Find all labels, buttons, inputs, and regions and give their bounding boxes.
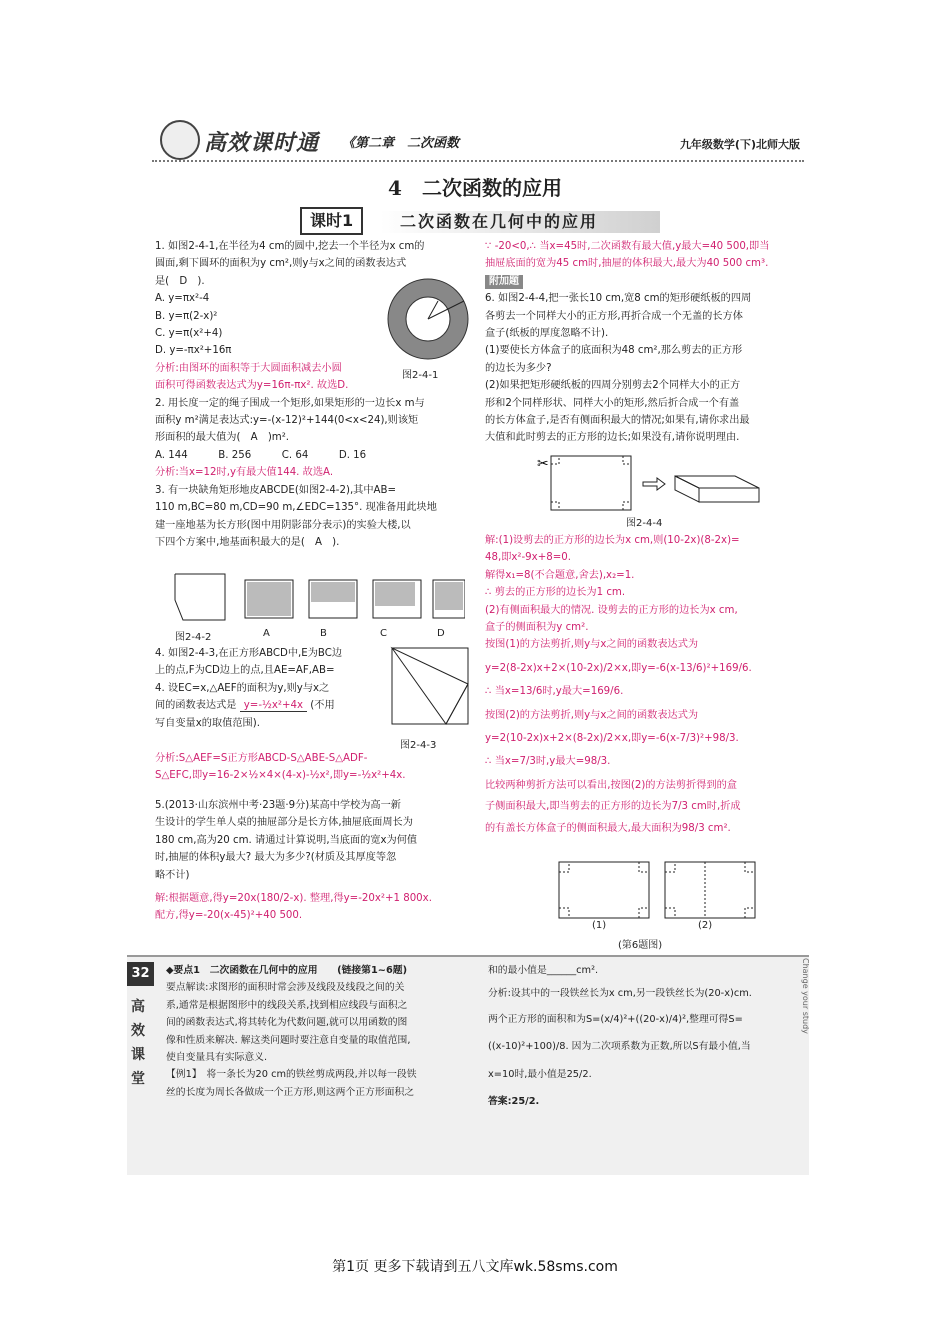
figure-caption: 图2-4-4 bbox=[626, 518, 663, 529]
analysis-line: 面积可得函数表达式为y=16π-πx². 故选D. bbox=[155, 380, 349, 392]
text-line: 6. 如图2-4-4,把一张长10 cm,宽8 cm的矩形硬纸板的四周 bbox=[485, 293, 752, 305]
vertical-slogan: Change your study bbox=[801, 958, 810, 1034]
extra-tag: 附加题 bbox=[485, 275, 523, 289]
question-4-analysis bbox=[155, 750, 475, 785]
analysis-line: 分析:由图环的面积等于大圆面积减去小圆 bbox=[155, 362, 342, 374]
figure-2-4-1 bbox=[378, 275, 478, 365]
analysis-line: S△EFC,即y=16-2×½×4×(4-x)-½x²,即y=-½x²+4x. bbox=[155, 770, 406, 782]
solution-line: 解:根据题意,得y=20x(180/2-x). 整理,得y=-20x²+1 800x. bbox=[155, 893, 432, 905]
footer-text: 第1页 更多下载请到五八文库wk.58sms.com bbox=[332, 1259, 618, 1275]
figure-caption: 图2-4-3 bbox=[400, 740, 437, 751]
text-line: 上的点,F为CD边上的点,且AE=AF,AB= bbox=[155, 665, 335, 677]
grade-label: 九年级数学(下)北师大版 bbox=[679, 138, 800, 151]
text-line: (1)要使长方体盒子的底面积为48 cm²,那么剪去的正方形 bbox=[485, 345, 743, 357]
solution-line: 配方,得y=-20(x-45)²+40 500. bbox=[155, 910, 303, 922]
text-line: 3. 有一块缺角矩形地皮ABCDE(如图2-4-2),其中AB= bbox=[155, 484, 397, 496]
solution-line: ∴ 剪去的正方形的边长为1 cm. bbox=[485, 587, 626, 599]
text-line: 形面积的最大值为( A )m². bbox=[155, 432, 290, 444]
lesson-label: 课时1 bbox=[300, 207, 363, 235]
lesson-banner bbox=[300, 207, 660, 235]
text-line: 各剪去一个同样大小的正方形,再折合成一个无盖的长方体 bbox=[485, 310, 743, 322]
q4-answer: y=-½x²+4x bbox=[240, 700, 307, 712]
solution-line: ∵ -20<0,∴ 当x=45时,二次函数有最大值,y最大=40 500,即当 bbox=[485, 241, 770, 252]
page-header bbox=[152, 118, 804, 162]
clock-logo-icon bbox=[160, 120, 200, 160]
question-4 bbox=[155, 645, 385, 732]
text-line: 下四个方案中,地基面积最大的是( A ). bbox=[155, 536, 340, 548]
solution-line: 按图(1)的方法剪折,则y与x之间的函数表达式为 bbox=[485, 639, 699, 651]
analysis-line: 分析:当x=12时,y有最大值144. 故选A. bbox=[155, 467, 334, 479]
text-line: 盒子(纸板的厚度忽略不计). bbox=[485, 328, 609, 340]
analysis-line: 分析:S△AEF=S正方形ABCD-S△ABE-S△ADF- bbox=[155, 753, 368, 764]
solution-line: 抽屉底面的宽为45 cm时,抽屉的体积最大,最大为40 500 cm³. bbox=[485, 258, 769, 270]
figure-label: (2) bbox=[698, 920, 713, 931]
text-line: 略不计) bbox=[155, 869, 190, 881]
option-label: D bbox=[437, 628, 445, 639]
text-line: 5.(2013·山东滨州中考·23题·9分)某高中学校为高一新 bbox=[155, 800, 401, 811]
text-line: C. y=π(x²+4) bbox=[155, 328, 223, 340]
bottom-right-column: 和的最小值是______cm². 分析:设其中的一段铁丝长为x cm,另一段铁丝长为(20-x)cm. 两个正方形的面积和为S=(x/4)²+((20-x)/4)²,整理可得S= ((x-10)²+100)/8. 因为二次项系数为正数,所以S有最小值,当 x=10时,最小值是25/2. 答案:25/2. bbox=[488, 965, 752, 1108]
question-5 bbox=[155, 797, 475, 925]
text-line: A. 144 B. 256 C. 64 D. 16 bbox=[155, 449, 367, 461]
solution-line: ∴ 当x=13/6时,y最大=169/6. bbox=[485, 686, 624, 698]
text-line: 面积y m²满足表达式:y=-(x-12)²+144(0<x<24),则该矩 bbox=[155, 415, 419, 427]
text-line: (2)如果把矩形硬纸板的四周分别剪去2个同样大小的正方 bbox=[485, 380, 741, 392]
solution-line: 比较两种剪折方法可以看出,按图(2)的方法剪折得到的盒 bbox=[485, 779, 737, 791]
text-line: B. y=π(2-x)² bbox=[155, 310, 218, 322]
figure-caption: 图2-4-2 bbox=[175, 632, 212, 643]
solution-line: 48,即x²-9x+8=0. bbox=[485, 552, 571, 564]
option-label: B bbox=[320, 628, 327, 639]
text-line: 的边长为多少? bbox=[485, 362, 552, 374]
right-column bbox=[485, 238, 805, 447]
solution-line: 按图(2)的方法剪折,则y与x之间的函数表达式为 bbox=[485, 709, 699, 721]
solution-line: 的有盖长方体盒子的侧面积最大,最大面积为98/3 cm². bbox=[485, 822, 731, 834]
option-label: A bbox=[263, 628, 270, 639]
figure-caption: 图2-4-1 bbox=[402, 370, 439, 381]
solution-line: 子侧面积最大,即当剪去的正方形的边长为7/3 cm时,折成 bbox=[485, 801, 741, 813]
solution-line: 盒子的侧面积为y cm². bbox=[485, 622, 589, 634]
page-number: 32 bbox=[127, 962, 154, 986]
text-line: 建一座地基为长方形(图中用阴影部分表示)的实验大楼,以 bbox=[155, 519, 411, 531]
text-line: 大值和此时剪去的正方形的边长;如果没有,请你说明理由. bbox=[485, 432, 740, 444]
text-line: 1. 如图2-4-1,在半径为4 cm的圆中,挖去一个半径为x cm的 bbox=[155, 241, 425, 252]
solution-line: 解得x₁=8(不合题意,舍去),x₂=1. bbox=[485, 569, 635, 581]
bottom-left-column: ◆要点1 二次函数在几何中的应用 (链接第1~6题) 要点解读:求图形的面积时常会涉及线段及线段之间的关 系,通常是根据图形中的线段关系,找到相应线段与面积之 间的函数表达式,将其转化为代数问题,就可以用函数的图 像和性质来解决. 解这类问题时要注意自变量的取值范围, 使自变量具有实际意义. 【例1】 将一条长为20 cm的铁丝剪成两段,并以每一段铁 丝的长度为周长各做成一个正方形,则这两个正方形面积之 bbox=[166, 965, 417, 1098]
text-line: 间的函数表达式是 bbox=[155, 700, 237, 712]
solution-line: (2)有侧面积最大的情况. 设剪去的正方形的边长为x cm, bbox=[485, 604, 738, 616]
text-line: 110 m,BC=80 m,CD=90 m,∠EDC=135°. 现准备用此块地 bbox=[155, 502, 437, 514]
solution-line: 解:(1)设剪去的正方形的边长为x cm,则(10-2x)(8-2x)= bbox=[485, 535, 740, 546]
section-title: 4 二次函数的应用 bbox=[388, 176, 562, 200]
text-line: 是( D ). bbox=[155, 275, 205, 287]
question-6-solution bbox=[485, 532, 805, 841]
text-line: 写自变量x的取值范围). bbox=[155, 717, 260, 729]
figure-caption: (第6题图) bbox=[618, 940, 663, 951]
text-line: D. y=-πx²+16π bbox=[155, 345, 232, 357]
text-line: 圆面,剩下圆环的面积为y cm²,则y与x之间的函数表达式 bbox=[155, 258, 407, 270]
text-line: 生设计的学生单人桌的抽屉部分是长方体,抽屉底面周长为 bbox=[155, 817, 413, 829]
solution-line: y=2(8-2x)x+2×(10-2x)/2×x,即y=-6(x-13/6)²+169/6. bbox=[485, 662, 752, 674]
text-line: 4. 如图2-4-3,在正方形ABCD中,E为BC边 bbox=[155, 648, 343, 659]
text-line: (不用 bbox=[310, 700, 335, 712]
brand-logo: 高效课时通 bbox=[204, 131, 320, 156]
option-label: C bbox=[380, 628, 387, 639]
figure-2-4-3 bbox=[388, 644, 474, 730]
scissors-icon: ✂ bbox=[537, 456, 549, 472]
lesson-name: 二次函数在几何中的应用 bbox=[400, 212, 599, 231]
solution-line: y=2(10-2x)x+2×(8-2x)/2×x,即y=-6(x-7/3)²+98/3. bbox=[485, 733, 739, 745]
text-line: 的长方体盒子,是否有侧面积最大的情况;如果有,请你求出最 bbox=[485, 415, 750, 427]
chapter-label: 《第二章 二次函数 bbox=[342, 136, 460, 151]
figure-2-4-4 bbox=[535, 448, 775, 514]
text-line: 形和2个同样形状、同样大小的矩形,然后折合成一个有盖 bbox=[485, 397, 740, 409]
sidebar-label: 高 效 课 堂 bbox=[131, 999, 145, 1087]
text-line: 180 cm,高为20 cm. 请通过计算说明,当底面的宽x为何值 bbox=[155, 834, 418, 846]
solution-line: ∴ 当x=7/3时,y最大=98/3. bbox=[485, 756, 611, 768]
header-divider bbox=[152, 156, 804, 162]
text-line: 时,抽屉的体积y最大? 最大为多少?(材质及其厚度等忽 bbox=[155, 852, 397, 864]
text-line: A. y=πx²-4 bbox=[155, 293, 210, 305]
text-line: 2. 用长度一定的绳子围成一个矩形,如果矩形的一边长x m与 bbox=[155, 397, 425, 409]
text-line: 4. 设EC=x,△AEF的面积为y,则y与x之 bbox=[155, 682, 330, 694]
figure-2-4-2 bbox=[165, 568, 465, 628]
figure-6 bbox=[555, 858, 765, 922]
figure-label: (1) bbox=[592, 920, 607, 931]
